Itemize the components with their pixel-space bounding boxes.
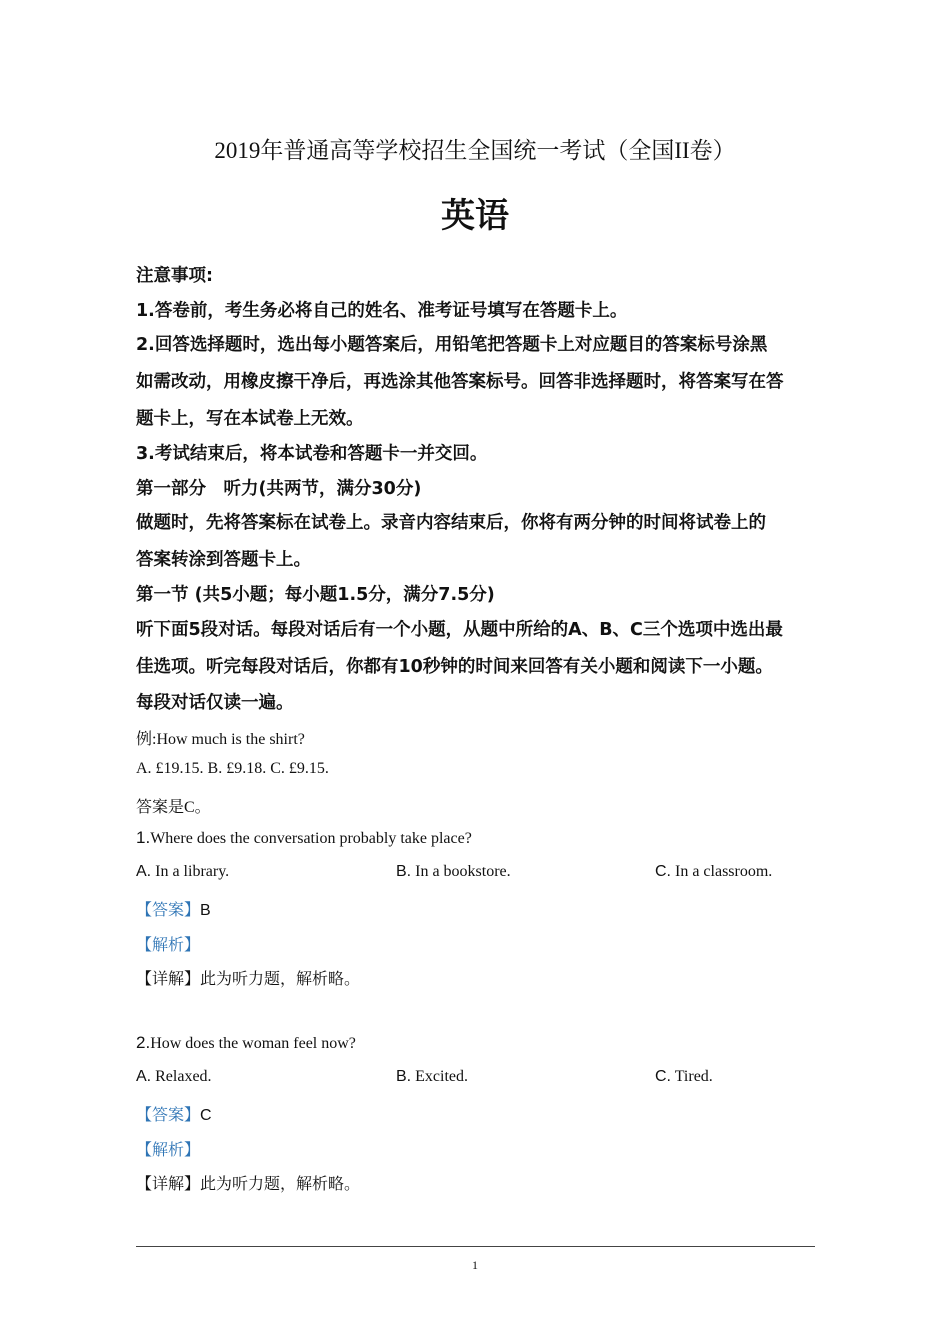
option-text: Excited. (415, 1068, 468, 1085)
option-text: Relaxed. (155, 1068, 212, 1085)
section1-heading: 第一节 (共5小题；每小题1.5分，满分7.5分) (136, 585, 495, 605)
example-options: A. £19.15. B. £9.18. C. £9.15. (136, 760, 329, 777)
subject-title: 英语 (441, 196, 509, 236)
question-1-number: 1. (136, 828, 151, 847)
section1-line-2: 佳选项。听完每段对话后，你都有10秒钟的时间来回答有关小题和阅读下一小题。 (136, 657, 773, 677)
option-text: In a library. (155, 863, 230, 880)
part1-intro-line-1: 做题时，先将答案标在试卷上。录音内容结束后，你将有两分钟的时间将试卷上的 (136, 513, 766, 533)
notes-item-1: 1.答卷前，考生务必将自己的姓名、准考证号填写在答题卡上。 (136, 301, 628, 321)
answer-value: C (200, 1107, 212, 1124)
option-letter: A. (136, 1068, 152, 1085)
option-letter: C. (655, 863, 671, 880)
notes-item-2-line-3: 题卡上，写在本试卷上无效。 (136, 409, 364, 429)
option-text: Tired. (674, 1068, 713, 1085)
example-question: 例:How much is the shirt? (136, 731, 305, 748)
part1-heading: 第一部分 听力(共两节，满分30分) (136, 479, 422, 499)
answer-tag: 【答案】 (136, 902, 201, 919)
answer-value: B (200, 902, 211, 919)
notes-item-2-line-1: 2.回答选择题时，选出每小题答案后，用铅笔把答题卡上对应题目的答案标号涂黑 (136, 335, 768, 355)
question-1 (136, 828, 472, 848)
question-1-option-c (655, 863, 772, 881)
option-letter: B. (396, 863, 412, 880)
question-2-option-a (136, 1068, 212, 1086)
question-1-option-a (136, 863, 229, 881)
example-answer: 答案是C。 (136, 799, 211, 816)
notes-item-3: 3.考试结束后，将本试卷和答题卡一并交回。 (136, 444, 488, 464)
question-1-option-b (396, 863, 511, 881)
question-2-option-b (396, 1068, 468, 1086)
question-1-detail (136, 966, 360, 989)
page-number: 1 (472, 1258, 478, 1272)
option-letter: A. (136, 863, 152, 880)
answer-tag: 【答案】 (136, 1107, 201, 1124)
option-letter: C. (655, 1068, 671, 1085)
detail-tag: 【详解】 (136, 1176, 201, 1193)
footer-divider (136, 1246, 815, 1247)
detail-tag: 【详解】 (136, 971, 201, 988)
option-text: In a classroom. (675, 863, 773, 880)
question-2-text: How does the woman feel now? (150, 1035, 356, 1052)
question-2-analysis-tag: 【解析】 (136, 1142, 201, 1159)
section1-line-3: 每段对话仅读一遍。 (136, 693, 294, 713)
section1-line-1: 听下面5段对话。每段对话后有一个小题，从题中所给的A、B、C三个选项中选出最 (136, 620, 783, 640)
question-2-option-c (655, 1068, 713, 1086)
question-2-answer (136, 1102, 212, 1125)
question-1-answer (136, 897, 211, 920)
detail-text: 此为听力题，解析略。 (200, 971, 361, 988)
option-text: In a bookstore. (415, 863, 511, 880)
question-2-detail (136, 1171, 360, 1194)
notes-item-2-line-2: 如需改动，用橡皮擦干净后，再选涂其他答案标号。回答非选择题时，将答案写在答 (136, 372, 784, 392)
option-letter: B. (396, 1068, 412, 1085)
question-2-number: 2. (136, 1033, 151, 1052)
notes-heading: 注意事项: (136, 266, 213, 286)
part1-intro-line-2: 答案转涂到答题卡上。 (136, 550, 311, 570)
question-1-text: Where does the conversation probably take place? (150, 830, 472, 847)
question-1-analysis-tag: 【解析】 (136, 937, 201, 954)
detail-text: 此为听力题，解析略。 (200, 1176, 361, 1193)
question-2 (136, 1033, 356, 1053)
exam-title: 2019年普通高等学校招生全国统一考试（全国II卷） (214, 138, 736, 163)
